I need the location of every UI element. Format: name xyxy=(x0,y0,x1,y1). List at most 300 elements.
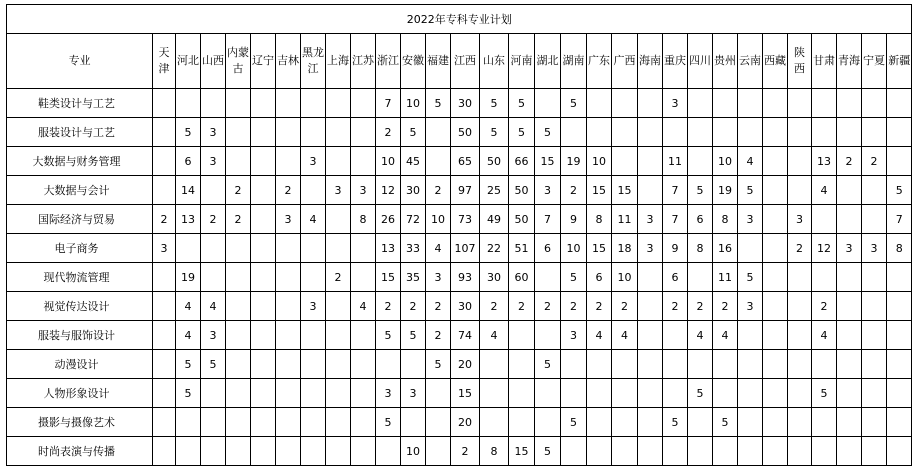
plan-count-cell xyxy=(226,379,251,408)
plan-count-cell xyxy=(176,89,201,118)
plan-count-cell xyxy=(587,118,612,147)
plan-count-cell xyxy=(688,408,713,437)
plan-count-cell xyxy=(351,321,376,350)
plan-count-cell xyxy=(153,408,176,437)
plan-count-cell: 5 xyxy=(376,321,401,350)
plan-count-cell: 11 xyxy=(713,263,738,292)
plan-count-cell xyxy=(351,350,376,379)
header-major-label: 专业 xyxy=(7,34,153,89)
plan-count-cell: 2 xyxy=(812,292,837,321)
plan-count-cell xyxy=(153,437,176,466)
plan-count-cell: 2 xyxy=(201,205,226,234)
plan-count-cell: 8 xyxy=(351,205,376,234)
plan-count-cell xyxy=(763,234,788,263)
plan-count-cell xyxy=(326,205,351,234)
header-province: 广西 xyxy=(612,34,638,89)
plan-count-cell: 15 xyxy=(587,234,612,263)
plan-count-cell: 50 xyxy=(509,205,535,234)
plan-count-cell: 19 xyxy=(561,147,587,176)
plan-count-cell: 15 xyxy=(509,437,535,466)
plan-count-cell: 66 xyxy=(509,147,535,176)
plan-count-cell xyxy=(738,118,763,147)
header-province: 上海 xyxy=(326,34,351,89)
plan-count-cell: 4 xyxy=(688,321,713,350)
plan-count-cell xyxy=(763,350,788,379)
plan-count-cell: 5 xyxy=(535,350,561,379)
plan-count-cell: 2 xyxy=(535,292,561,321)
header-province: 四川 xyxy=(688,34,713,89)
plan-count-cell xyxy=(638,89,663,118)
header-province: 安徽 xyxy=(401,34,426,89)
major-name: 现代物流管理 xyxy=(43,271,110,284)
plan-count-cell: 2 xyxy=(480,292,509,321)
plan-count-cell xyxy=(153,176,176,205)
plan-count-cell xyxy=(638,437,663,466)
plan-count-cell xyxy=(738,379,763,408)
plan-count-cell: 11 xyxy=(612,205,638,234)
plan-count-cell xyxy=(251,147,276,176)
plan-count-cell: 3 xyxy=(153,234,176,263)
plan-count-cell: 2 xyxy=(612,292,638,321)
plan-count-cell: 2 xyxy=(688,292,713,321)
plan-count-cell: 5 xyxy=(535,118,561,147)
plan-count-cell: 3 xyxy=(788,205,812,234)
plan-count-cell xyxy=(153,147,176,176)
plan-count-cell xyxy=(276,292,301,321)
plan-count-cell: 2 xyxy=(451,437,480,466)
major-name-cell xyxy=(7,89,153,118)
plan-count-cell xyxy=(663,437,688,466)
plan-count-cell xyxy=(351,89,376,118)
header-province: 宁夏 xyxy=(862,34,887,89)
plan-count-cell xyxy=(738,234,763,263)
plan-count-cell xyxy=(688,147,713,176)
plan-count-cell xyxy=(251,263,276,292)
plan-count-cell xyxy=(887,408,912,437)
plan-count-cell xyxy=(862,176,887,205)
plan-count-cell: 4 xyxy=(176,321,201,350)
plan-count-cell xyxy=(837,118,862,147)
plan-count-cell xyxy=(251,176,276,205)
plan-count-cell: 3 xyxy=(326,176,351,205)
plan-count-cell: 5 xyxy=(561,263,587,292)
plan-count-cell xyxy=(638,321,663,350)
plan-count-cell xyxy=(535,408,561,437)
plan-count-cell xyxy=(351,118,376,147)
plan-count-cell xyxy=(837,292,862,321)
plan-count-cell xyxy=(688,263,713,292)
plan-count-cell xyxy=(663,321,688,350)
plan-count-cell: 14 xyxy=(176,176,201,205)
plan-count-cell xyxy=(326,234,351,263)
plan-count-cell xyxy=(561,437,587,466)
plan-count-cell: 10 xyxy=(376,147,401,176)
plan-count-cell: 3 xyxy=(201,147,226,176)
major-name: 鞋类设计与工艺 xyxy=(38,97,115,110)
plan-count-cell xyxy=(763,263,788,292)
header-province: 浙江 xyxy=(376,34,401,89)
plan-count-cell xyxy=(153,321,176,350)
plan-count-cell xyxy=(535,263,561,292)
header-province: 陕西 xyxy=(788,34,812,89)
plan-count-cell: 3 xyxy=(638,234,663,263)
plan-count-cell xyxy=(176,437,201,466)
plan-count-cell: 4 xyxy=(201,292,226,321)
plan-count-cell xyxy=(688,437,713,466)
plan-count-cell: 9 xyxy=(663,234,688,263)
plan-count-cell xyxy=(226,263,251,292)
plan-count-cell xyxy=(201,408,226,437)
plan-count-cell xyxy=(351,263,376,292)
plan-count-cell xyxy=(738,408,763,437)
plan-count-cell: 5 xyxy=(401,118,426,147)
plan-count-cell xyxy=(251,89,276,118)
plan-count-cell xyxy=(226,234,251,263)
plan-count-cell xyxy=(738,321,763,350)
plan-count-cell xyxy=(301,89,326,118)
header-province: 辽宁 xyxy=(251,34,276,89)
major-name-cell xyxy=(7,292,153,321)
plan-count-cell: 5 xyxy=(688,176,713,205)
header-province: 西藏 xyxy=(763,34,788,89)
plan-count-cell xyxy=(276,147,301,176)
plan-count-cell xyxy=(763,379,788,408)
plan-count-cell xyxy=(226,408,251,437)
plan-count-cell xyxy=(426,379,451,408)
plan-count-cell xyxy=(887,147,912,176)
plan-count-cell: 5 xyxy=(561,408,587,437)
plan-count-cell xyxy=(612,408,638,437)
plan-count-cell: 3 xyxy=(426,263,451,292)
plan-count-cell: 3 xyxy=(638,205,663,234)
plan-count-cell xyxy=(351,147,376,176)
plan-count-cell: 5 xyxy=(887,176,912,205)
header-province: 江西 xyxy=(451,34,480,89)
plan-count-cell xyxy=(612,379,638,408)
header-province: 黑龙江 xyxy=(301,34,326,89)
plan-count-cell xyxy=(587,437,612,466)
plan-count-cell: 51 xyxy=(509,234,535,263)
plan-count-cell xyxy=(176,234,201,263)
plan-count-cell xyxy=(301,350,326,379)
plan-count-cell xyxy=(561,118,587,147)
plan-count-cell xyxy=(688,350,713,379)
plan-count-cell xyxy=(837,176,862,205)
plan-count-cell xyxy=(426,408,451,437)
header-province: 内蒙古 xyxy=(226,34,251,89)
plan-count-cell xyxy=(763,205,788,234)
plan-count-cell xyxy=(862,292,887,321)
plan-count-cell xyxy=(480,350,509,379)
table-row xyxy=(7,437,912,466)
plan-count-cell: 73 xyxy=(451,205,480,234)
plan-count-cell xyxy=(862,205,887,234)
plan-count-cell xyxy=(663,350,688,379)
plan-table xyxy=(6,4,912,466)
plan-count-cell xyxy=(301,234,326,263)
table-row xyxy=(7,350,912,379)
plan-count-cell xyxy=(837,205,862,234)
plan-count-cell xyxy=(153,379,176,408)
plan-count-cell xyxy=(561,379,587,408)
plan-count-cell xyxy=(837,408,862,437)
plan-count-cell xyxy=(763,147,788,176)
plan-count-cell xyxy=(612,147,638,176)
plan-count-cell: 18 xyxy=(612,234,638,263)
plan-count-cell xyxy=(837,263,862,292)
header-province: 贵州 xyxy=(713,34,738,89)
plan-count-cell xyxy=(788,379,812,408)
plan-count-cell xyxy=(301,176,326,205)
plan-count-cell: 10 xyxy=(401,437,426,466)
plan-count-cell xyxy=(638,118,663,147)
header-province: 甘肃 xyxy=(812,34,837,89)
major-name-cell xyxy=(7,379,153,408)
plan-count-cell: 5 xyxy=(713,408,738,437)
plan-count-cell xyxy=(201,379,226,408)
plan-count-cell: 33 xyxy=(401,234,426,263)
plan-count-cell: 2 xyxy=(426,176,451,205)
plan-count-cell xyxy=(738,89,763,118)
plan-count-cell xyxy=(763,321,788,350)
plan-count-cell xyxy=(226,147,251,176)
plan-count-cell: 2 xyxy=(376,118,401,147)
plan-count-cell xyxy=(376,437,401,466)
plan-count-cell: 12 xyxy=(812,234,837,263)
plan-count-cell xyxy=(763,89,788,118)
plan-count-cell: 4 xyxy=(301,205,326,234)
plan-count-cell: 5 xyxy=(688,379,713,408)
plan-count-cell xyxy=(251,350,276,379)
plan-count-cell xyxy=(276,89,301,118)
plan-count-cell: 3 xyxy=(401,379,426,408)
plan-count-cell xyxy=(276,234,301,263)
header-province: 云南 xyxy=(738,34,763,89)
plan-count-cell xyxy=(663,118,688,147)
plan-count-cell xyxy=(153,263,176,292)
plan-count-cell: 30 xyxy=(480,263,509,292)
plan-count-cell xyxy=(788,118,812,147)
plan-count-cell xyxy=(226,292,251,321)
plan-count-cell: 60 xyxy=(509,263,535,292)
plan-count-cell xyxy=(251,234,276,263)
plan-count-cell xyxy=(326,89,351,118)
plan-count-cell xyxy=(788,350,812,379)
header-province: 重庆 xyxy=(663,34,688,89)
major-name-cell xyxy=(7,234,153,263)
plan-count-cell: 35 xyxy=(401,263,426,292)
plan-count-cell xyxy=(226,118,251,147)
plan-count-cell xyxy=(812,118,837,147)
header-province: 山东 xyxy=(480,34,509,89)
plan-count-cell xyxy=(176,408,201,437)
plan-count-cell: 2 xyxy=(663,292,688,321)
plan-count-cell: 5 xyxy=(480,89,509,118)
plan-count-cell: 12 xyxy=(376,176,401,205)
plan-count-cell: 3 xyxy=(862,234,887,263)
plan-count-cell xyxy=(401,350,426,379)
table-row xyxy=(7,379,912,408)
plan-count-cell xyxy=(812,205,837,234)
plan-count-cell xyxy=(788,176,812,205)
header-province: 海南 xyxy=(638,34,663,89)
plan-count-cell: 5 xyxy=(176,379,201,408)
plan-count-cell xyxy=(426,118,451,147)
plan-count-cell: 4 xyxy=(176,292,201,321)
plan-count-cell xyxy=(301,408,326,437)
plan-count-cell: 5 xyxy=(401,321,426,350)
major-name: 服装与服饰设计 xyxy=(38,329,115,342)
plan-count-cell: 4 xyxy=(587,321,612,350)
plan-count-cell xyxy=(887,292,912,321)
major-name: 大数据与会计 xyxy=(43,184,110,197)
major-name: 大数据与财务管理 xyxy=(32,155,121,168)
plan-count-cell xyxy=(812,263,837,292)
plan-count-cell: 4 xyxy=(480,321,509,350)
plan-count-cell xyxy=(638,350,663,379)
header-province: 湖北 xyxy=(535,34,561,89)
plan-count-cell: 97 xyxy=(451,176,480,205)
plan-count-cell: 4 xyxy=(612,321,638,350)
header-province: 河南 xyxy=(509,34,535,89)
plan-count-cell: 45 xyxy=(401,147,426,176)
plan-count-cell xyxy=(201,176,226,205)
plan-count-cell xyxy=(862,263,887,292)
plan-count-cell xyxy=(326,437,351,466)
table-row xyxy=(7,408,912,437)
plan-count-cell xyxy=(837,89,862,118)
plan-count-cell xyxy=(688,89,713,118)
plan-count-cell: 5 xyxy=(509,89,535,118)
plan-count-cell xyxy=(251,408,276,437)
plan-count-cell: 19 xyxy=(713,176,738,205)
plan-count-cell: 25 xyxy=(480,176,509,205)
plan-count-cell xyxy=(401,408,426,437)
header-row xyxy=(7,34,912,89)
plan-count-cell xyxy=(713,379,738,408)
plan-count-cell xyxy=(153,118,176,147)
plan-count-cell xyxy=(713,118,738,147)
plan-count-cell xyxy=(887,350,912,379)
plan-count-cell: 2 xyxy=(401,292,426,321)
plan-count-cell xyxy=(887,437,912,466)
plan-count-cell: 5 xyxy=(201,350,226,379)
plan-count-cell: 2 xyxy=(426,321,451,350)
plan-count-cell xyxy=(887,379,912,408)
plan-count-cell xyxy=(276,408,301,437)
plan-count-cell: 30 xyxy=(451,89,480,118)
plan-count-cell xyxy=(788,89,812,118)
plan-count-cell xyxy=(887,321,912,350)
table-title: 2022年专科专业计划 xyxy=(7,5,912,34)
major-name: 服装设计与工艺 xyxy=(38,126,115,139)
plan-count-cell: 3 xyxy=(301,292,326,321)
major-name-cell xyxy=(7,350,153,379)
plan-count-cell: 7 xyxy=(535,205,561,234)
table-row xyxy=(7,118,912,147)
plan-count-cell xyxy=(887,118,912,147)
plan-count-cell: 2 xyxy=(713,292,738,321)
plan-count-cell xyxy=(763,437,788,466)
major-name-cell xyxy=(7,118,153,147)
plan-count-cell xyxy=(812,89,837,118)
plan-count-cell xyxy=(226,350,251,379)
plan-count-cell xyxy=(561,350,587,379)
plan-count-cell xyxy=(251,205,276,234)
plan-count-cell xyxy=(837,350,862,379)
plan-count-cell: 5 xyxy=(376,408,401,437)
major-name: 电子商务 xyxy=(54,242,99,255)
plan-count-cell xyxy=(862,350,887,379)
plan-count-cell: 2 xyxy=(587,292,612,321)
plan-count-cell: 30 xyxy=(401,176,426,205)
plan-count-cell xyxy=(638,176,663,205)
major-name: 动漫设计 xyxy=(54,358,99,371)
major-name-cell xyxy=(7,147,153,176)
header-province: 广东 xyxy=(587,34,612,89)
plan-count-cell xyxy=(509,321,535,350)
plan-count-cell xyxy=(587,408,612,437)
plan-count-cell xyxy=(788,147,812,176)
plan-count-cell: 3 xyxy=(738,205,763,234)
plan-count-cell: 50 xyxy=(451,118,480,147)
plan-count-cell: 16 xyxy=(713,234,738,263)
plan-count-cell: 11 xyxy=(663,147,688,176)
header-province: 福建 xyxy=(426,34,451,89)
plan-count-cell xyxy=(276,437,301,466)
plan-count-cell xyxy=(153,350,176,379)
plan-count-cell: 4 xyxy=(812,321,837,350)
major-name: 人物形象设计 xyxy=(43,387,110,400)
plan-count-cell xyxy=(509,408,535,437)
plan-count-cell xyxy=(587,89,612,118)
plan-count-cell: 5 xyxy=(176,118,201,147)
plan-count-cell: 8 xyxy=(480,437,509,466)
table-row xyxy=(7,176,912,205)
plan-count-cell: 5 xyxy=(812,379,837,408)
table-row xyxy=(7,292,912,321)
plan-count-cell xyxy=(535,89,561,118)
header-province: 山西 xyxy=(201,34,226,89)
plan-count-cell xyxy=(251,379,276,408)
header-province: 吉林 xyxy=(276,34,301,89)
plan-count-cell xyxy=(612,118,638,147)
table-row xyxy=(7,321,912,350)
plan-count-cell: 3 xyxy=(351,176,376,205)
plan-count-cell xyxy=(612,89,638,118)
plan-count-cell: 4 xyxy=(426,234,451,263)
major-name-cell xyxy=(7,263,153,292)
plan-count-cell: 6 xyxy=(176,147,201,176)
plan-count-cell: 3 xyxy=(837,234,862,263)
plan-count-cell xyxy=(153,89,176,118)
table-row xyxy=(7,234,912,263)
plan-count-cell: 5 xyxy=(535,437,561,466)
plan-count-cell xyxy=(301,321,326,350)
plan-count-cell xyxy=(301,118,326,147)
plan-count-cell xyxy=(862,89,887,118)
plan-count-cell: 8 xyxy=(713,205,738,234)
plan-count-cell xyxy=(351,408,376,437)
plan-count-cell: 13 xyxy=(176,205,201,234)
plan-count-cell: 3 xyxy=(201,118,226,147)
plan-count-cell xyxy=(326,118,351,147)
plan-count-cell xyxy=(862,437,887,466)
plan-count-cell xyxy=(276,379,301,408)
plan-count-cell: 15 xyxy=(535,147,561,176)
plan-count-cell xyxy=(276,350,301,379)
plan-count-cell: 22 xyxy=(480,234,509,263)
